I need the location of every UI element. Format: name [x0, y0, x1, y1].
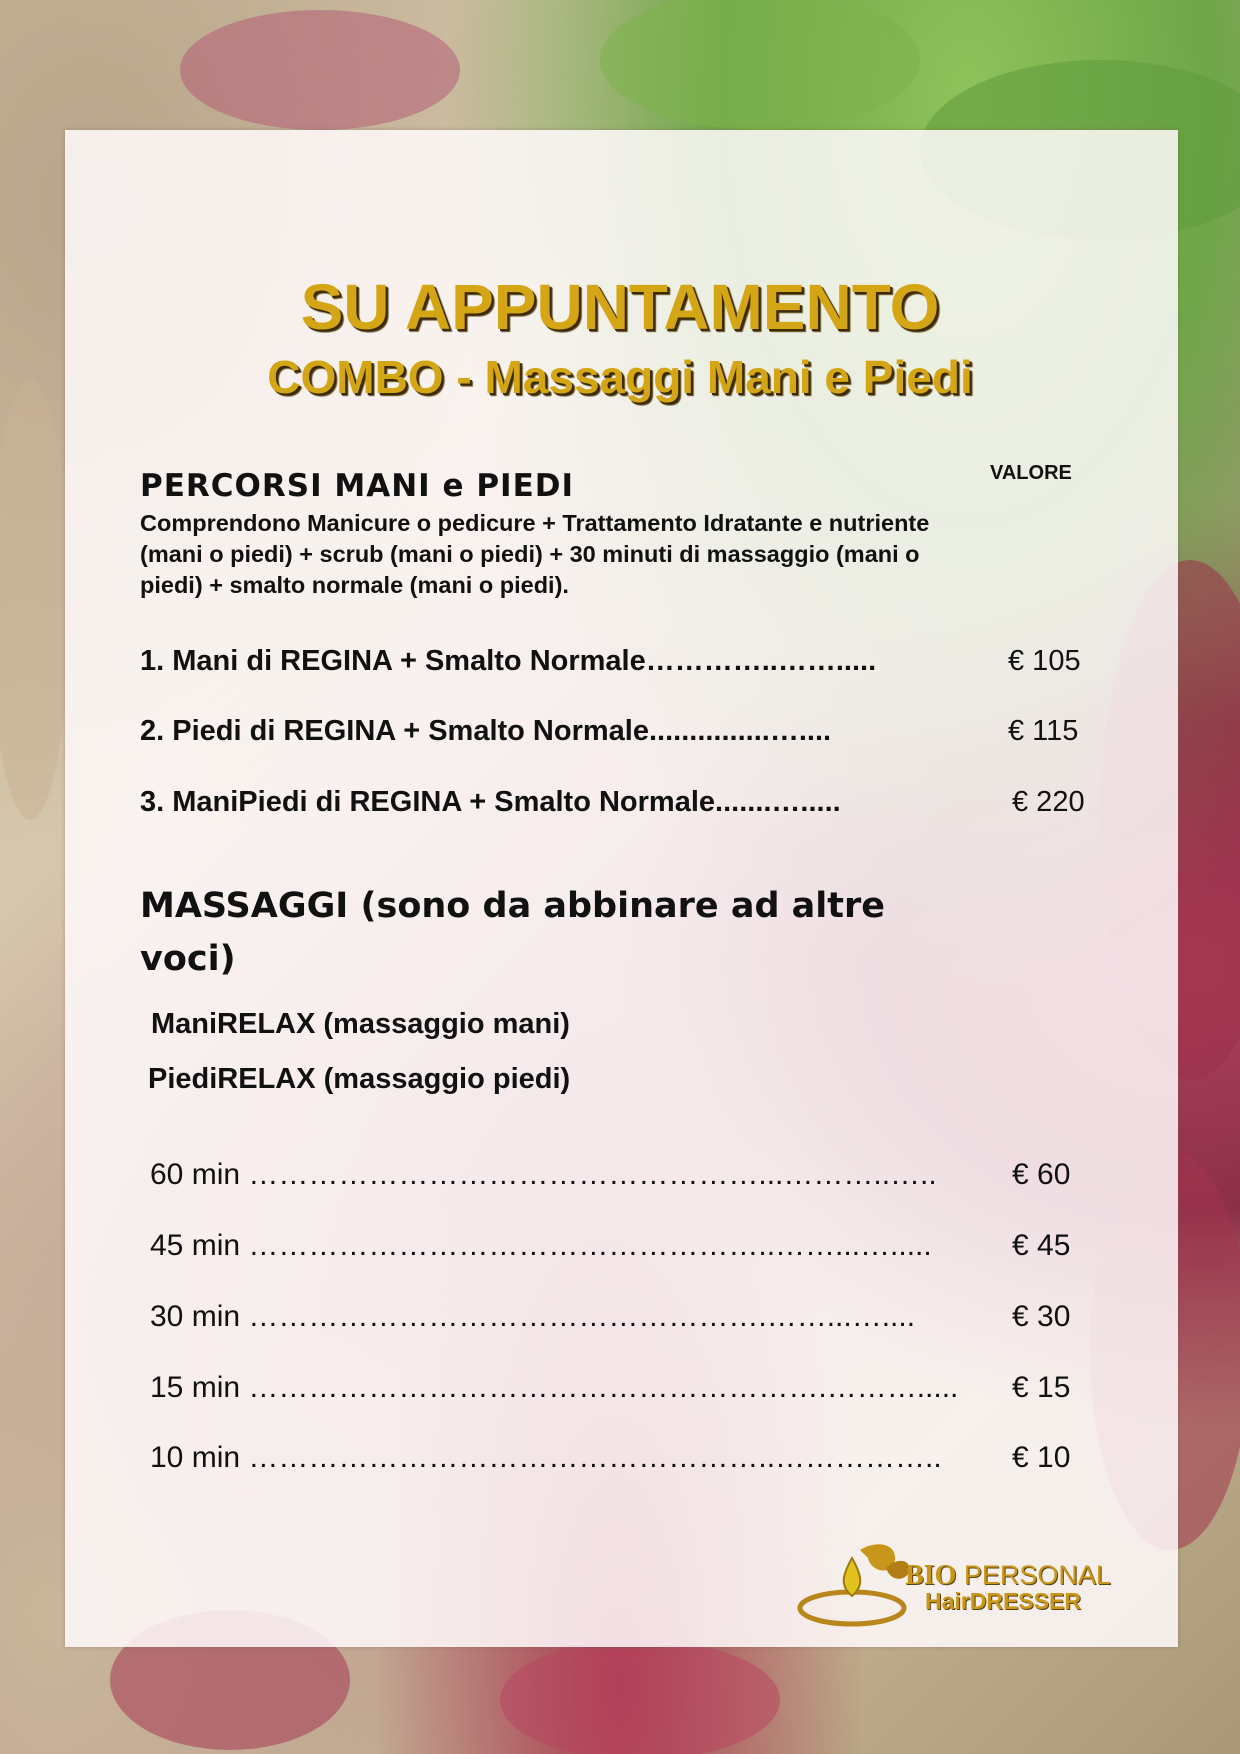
logo-brand-line2: HairDRESSER [925, 1588, 1081, 1614]
percorsi-section-title: PERCORSI MANI e PIEDI [140, 468, 575, 504]
duration-row [150, 1158, 1090, 1194]
item-price: € 105 [1008, 645, 1081, 677]
page-subtitle: COMBO - Massaggi Mani e Piedi [267, 351, 973, 403]
item-label: 1. Mani di REGINA + Smalto Normale…………..……..... [140, 645, 877, 677]
duration-label: 15 min ………………………………………………….………..... [150, 1371, 959, 1404]
price-row [140, 786, 1100, 822]
duration-row [150, 1371, 1090, 1407]
massage-type-piedi: PiediRELAX (massaggio piedi) [148, 1063, 571, 1095]
duration-price: € 45 [1012, 1229, 1071, 1262]
duration-label: 45 min ……………………………………………..……...…..... [150, 1229, 932, 1262]
duration-row [150, 1300, 1090, 1336]
duration-label: 30 min …………………………………………….……...….... [150, 1300, 916, 1333]
duration-price: € 30 [1012, 1300, 1071, 1333]
duration-row [150, 1229, 1090, 1265]
logo-brand-line1: BIO PERSONAL [905, 1560, 1111, 1591]
item-price: € 220 [1012, 786, 1085, 818]
massage-type-mani: ManiRELAX (massaggio mani) [151, 1008, 570, 1040]
price-row [140, 645, 1100, 681]
valore-column-header: VALORE [990, 462, 1072, 484]
duration-label: 60 min ……………………………………………...………..….. [150, 1158, 937, 1191]
duration-price: € 60 [1012, 1158, 1071, 1191]
item-label: 2. Piedi di REGINA + Smalto Normale...............….... [140, 715, 832, 747]
price-row [140, 715, 1100, 751]
duration-label: 10 min ……………………………………………..…………….. [150, 1441, 942, 1474]
duration-row [150, 1441, 1090, 1477]
massaggi-section-title: MASSAGGI (sono da abbinare ad altre voci) [140, 886, 886, 979]
percorsi-description: Comprendono Manicure o pedicure + Trattamento Idratante e nutriente (mani o piedi) + scrub (mani o piedi) + 30 minuti di massaggio (mani o piedi) + smalto normale (mani o piedi). [140, 510, 930, 598]
item-label: 3. ManiPiedi di REGINA + Smalto Normale.......…..... [140, 786, 841, 818]
page-title: SU APPUNTAMENTO [300, 271, 940, 343]
duration-price: € 10 [1012, 1441, 1071, 1474]
duration-price: € 15 [1012, 1371, 1071, 1404]
item-price: € 115 [1008, 715, 1079, 747]
